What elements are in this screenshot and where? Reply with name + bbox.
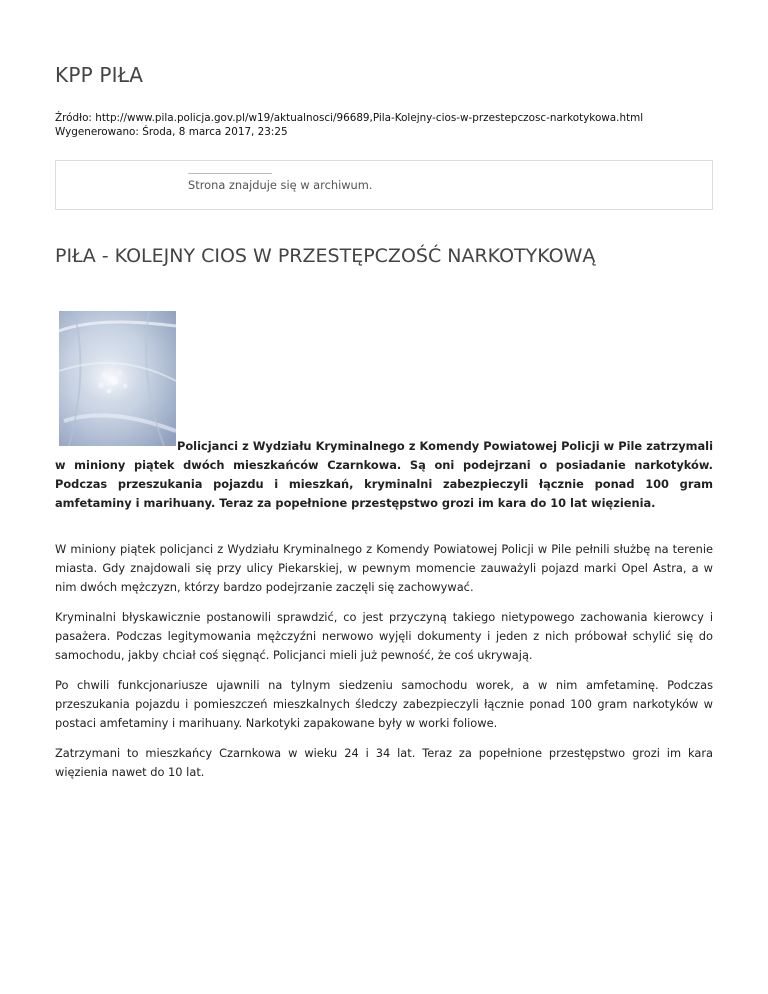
article-photo: [59, 311, 176, 446]
archive-notice-text: Strona znajduje się w archiwum.: [188, 178, 373, 192]
archive-divider: [188, 173, 272, 174]
document-meta: [55, 111, 643, 139]
article-paragraph: Zatrzymani to mieszkańcy Czarnkowa w wieku 24 i 34 lat. Teraz za popełnione przestępstwo grozi im kara więzienia nawet do 10 lat.: [55, 746, 713, 779]
article-title: PIŁA - KOLEJNY CIOS W PRZESTĘPCZOŚĆ NARKOTYKOWĄ: [55, 245, 596, 267]
article-lead: [55, 437, 713, 513]
article-lead-text: Policjanci z Wydziału Kryminalnego z Komendy Powiatowej Policji w Pile zatrzymali w miniony piątek dwóch mieszkańców Czarnkowa. Są oni podejrzani o posiadanie narkotyków. Podczas przeszukania pojazdu i mieszkań, kryminalni zabezpieczyli łącznie ponad 100 gram amfetaminy i marihuany. Teraz za popełnione przestępstwo grozi im kara do 10 lat więzienia.: [55, 439, 713, 510]
article-paragraph: Kryminalni błyskawicznie postanowili sprawdzić, co jest przyczyną takiego nietypowego zachowania kierowcy i pasażera. Podczas legitymowania mężczyźni nerwowo wyjęli dokumenty i jeden z nich próbował schylić się do samochodu, jakby chciał coś sięgnąć. Policjanci mieli już pewność, że coś ukrywają.: [55, 610, 713, 662]
article-body: [55, 540, 713, 793]
generated-line: Wygenerowano: Środa, 8 marca 2017, 23:25: [55, 126, 288, 138]
archive-notice-box: [55, 160, 713, 210]
article-paragraph: W miniony piątek policjanci z Wydziału Kryminalnego z Komendy Powiatowej Policji w Pile pełnili służbę na terenie miasta. Gdy znajdowali się przy ulicy Piekarskiej, w pewnym momencie zauważyli pojazd marki Opel Astra, a w nim dwóch mężczyzn, którzy bardzo podejrzanie zaczęli się zachowywać.: [55, 542, 713, 594]
source-line: Źródło: http://www.pila.policja.gov.pl/w19/aktualnosci/96689,Pila-Kolejny-cios-w-przestepczosc-narkotykowa.html: [55, 112, 644, 124]
site-title: KPP PIŁA: [55, 63, 144, 87]
article-paragraph: Po chwili funkcjonariusze ujawnili na tylnym siedzeniu samochodu worek, a w nim amfetaminę. Podczas przeszukania pojazdu i pomieszczeń mieszkalnych śledczy zabezpieczyli łącznie ponad 100 gram narkotyków w postaci amfetaminy i marihuany. Narkotyki zapakowane były w worki foliowe.: [55, 678, 713, 730]
